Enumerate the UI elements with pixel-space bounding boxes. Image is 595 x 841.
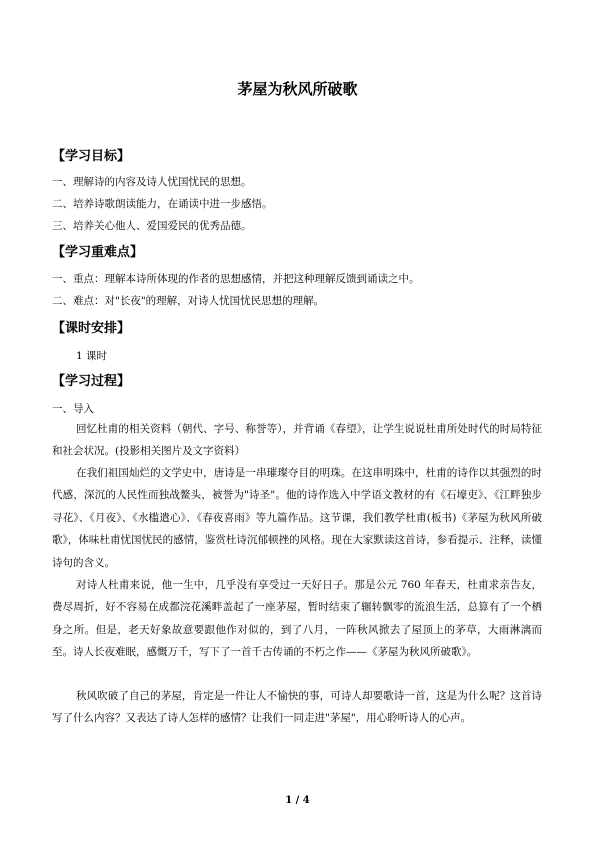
process-paragraph: 在我们祖国灿烂的文学史中，唐诗是一串璀璨夺目的明珠。在这串明珠中，杜甫的诗作以其强烈的时代感，深沉的人民性而独战鳌头，被誉为"诗圣"。他的诗作选入中学语文教材的有《石壕吏》、《江畔独步寻花》、《月夜》、《水槛遣心》、《春夜喜雨》等九篇作品。这节课，我们教学杜甫(板书)《茅屋为秋风所破歌》，体味杜甫忧国忧民的感情，鉴赏杜诗沉郁顿挫的风格。现在大家默读这首诗，参看提示、注释，读懂诗句的含义。 [52, 467, 542, 569]
keypoint-item: 二、难点：对"长夜"的理解，对诗人忧国忧民思想的理解。 [52, 295, 325, 307]
section-heading-keypoints: 【学习重难点】 [52, 245, 144, 260]
goal-item: 二、培养诗歌朗读能力，在诵读中进一步感悟。 [52, 198, 273, 210]
process-paragraph: 对诗人杜甫来说，他一生中，几乎没有享受过一天好日子。那是公元 760 年春天，杜甫求亲告友，费尽周折，好不容易在成都浣花溪畔盖起了一座茅屋，暂时结束了辗转飘零的流浪生活，总算有了一个栖身之所。但是，老天好象故意要跟他作对似的，到了八月，一阵秋风掀去了屋顶上的茅草，大雨淋漓而至。诗人长夜难眠，感慨万千，写下了一首千古传诵的不朽之作——《茅屋为秋风所破歌》。 [52, 579, 542, 659]
page-number: 1 / 4 [285, 795, 310, 806]
section-heading-process: 【学习过程】 [52, 374, 131, 389]
process-paragraph: 回忆杜甫的相关资料（朝代、字号、称誉等），并背诵《春望》，让学生说说杜甫所处时代的时局特征和社会状况。(投影相关图片及文字资料） [52, 423, 542, 458]
section-heading-goals: 【学习目标】 [52, 149, 131, 164]
goal-item: 三、培养关心他人、爱国爱民的优秀品德。 [52, 220, 252, 232]
page-title: 茅屋为秋风所破歌 [237, 80, 358, 98]
goal-item: 一、理解诗的内容及诗人忧国忧民的思想。 [52, 176, 252, 188]
schedule-value: 1 课时 [76, 350, 108, 362]
keypoint-item: 一、重点：理解本诗所体现的作者的思想感情，并把这种理解反馈到诵读之中。 [52, 273, 420, 285]
section-heading-schedule: 【课时安排】 [52, 321, 131, 336]
process-paragraph: 秋风吹破了自己的茅屋，肯定是一件让人不愉快的事，可诗人却要歌诗一首，这是为什么呢？这首诗写了什么内容？又表达了诗人怎样的感情？让我们一同走进"茅屋"，用心聆听诗人的心声。 [52, 690, 542, 725]
process-subheading: 一、导入 [52, 403, 94, 415]
